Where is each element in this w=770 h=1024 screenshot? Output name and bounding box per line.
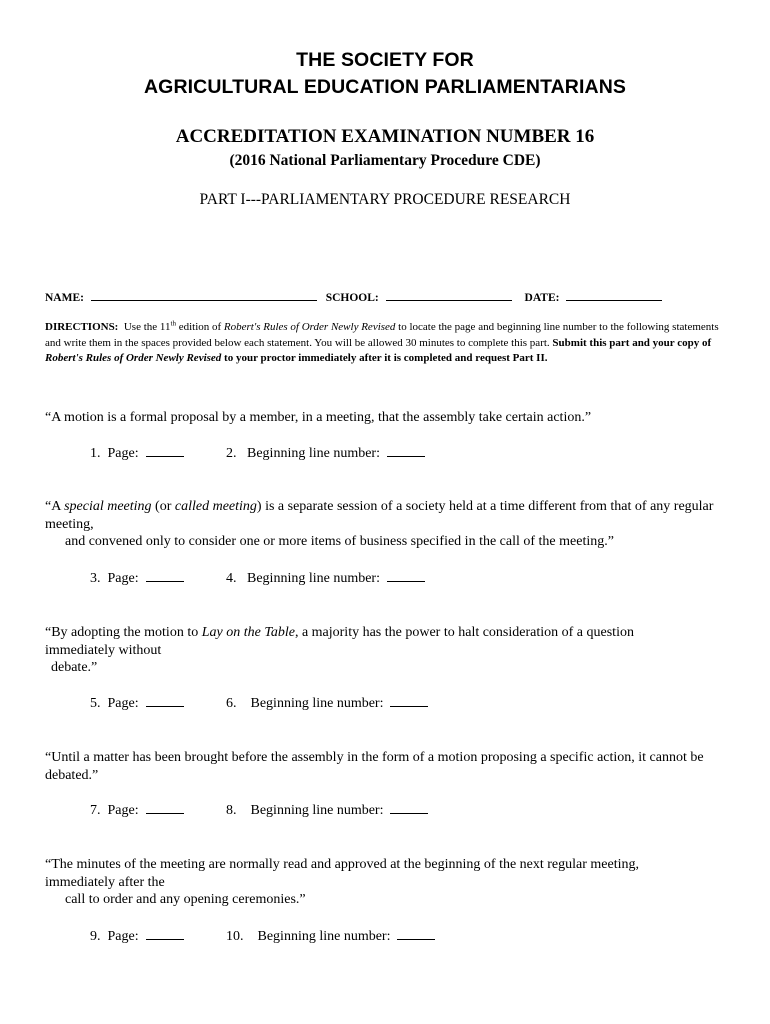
item-number: 6.	[226, 696, 237, 711]
page-label: Page:	[107, 929, 139, 944]
item-number: 1.	[90, 446, 101, 461]
answer-row-4	[226, 570, 425, 587]
quote-part: “By adopting the motion to	[45, 625, 202, 640]
statement-1: “A motion is a formal proposal by a member, in a meeting, that the assembly take certain action.”	[45, 410, 592, 425]
quote-italic: Lay on the Table	[201, 625, 295, 640]
organization-name-line1: THE SOCIETY FOR	[296, 49, 474, 71]
answer-row-7	[90, 802, 184, 819]
item-number: 3.	[90, 571, 101, 586]
statement-5	[45, 856, 711, 909]
answer-row-5	[90, 695, 184, 712]
line-blank[interactable]	[397, 928, 435, 940]
answer-row-3	[90, 570, 184, 587]
quote-part: “The minutes of the meeting are normally read and approved at the beginning of the next regular meeting, immediately after the	[45, 857, 640, 890]
book-title: Robert's Rules of Order Newly Revised	[223, 321, 396, 333]
student-info-fields	[45, 290, 666, 304]
page-blank[interactable]	[146, 928, 184, 940]
name-field[interactable]	[91, 290, 317, 301]
page-blank[interactable]	[146, 695, 184, 707]
line-label: Beginning line number:	[247, 446, 380, 461]
page-label: Page:	[107, 803, 139, 818]
line-blank[interactable]	[387, 445, 425, 457]
quote-italic: called meeting	[174, 499, 257, 514]
line-label: Beginning line number:	[250, 696, 384, 711]
answer-row-1	[90, 445, 184, 462]
item-number: 7.	[90, 803, 101, 818]
quote-part: , a majority has the power to halt consideration of a question immediately without	[45, 625, 634, 658]
page-label: Page:	[107, 446, 139, 461]
directions-part: to locate the page and beginning line number to the following statements and write them in the spaces provided below each statement. You will be allowed 30 minutes to complete this part.	[45, 321, 719, 349]
quote-italic: special meeting	[64, 499, 152, 514]
name-label: NAME:	[45, 292, 84, 304]
exam-subtitle: (2016 National Parliamentary Procedure CDE)	[229, 152, 541, 169]
exam-title: ACCREDITATION EXAMINATION NUMBER 16	[175, 126, 595, 147]
line-label: Beginning line number:	[257, 929, 391, 944]
page-blank[interactable]	[146, 570, 184, 582]
page-label: Page:	[107, 571, 139, 586]
answer-row-9	[90, 928, 184, 945]
item-number: 4.	[226, 571, 237, 586]
date-field[interactable]	[566, 290, 662, 301]
directions-bold: Submit this part and your copy of	[552, 336, 712, 349]
answer-row-6	[226, 695, 428, 712]
part-title: PART I---PARLIAMENTARY PROCEDURE RESEARCH	[199, 191, 571, 208]
quote-part: ) is a separate session of a society held at a time different from that of any regular meeting,	[45, 499, 714, 532]
directions-text	[45, 320, 721, 367]
quote-part: “A	[45, 499, 65, 514]
quote-part: (or	[151, 499, 175, 514]
quote-continuation: call to order and any opening ceremonies.”	[65, 892, 306, 907]
item-number: 2.	[226, 446, 237, 461]
item-number: 10.	[226, 929, 244, 944]
quote-continuation: and convened only to consider one or more items of business specified in the call of the meeting.”	[65, 534, 614, 549]
directions-part: edition of	[175, 321, 224, 333]
directions-superscript: th	[170, 319, 176, 328]
line-blank[interactable]	[390, 695, 428, 707]
page-blank[interactable]	[146, 445, 184, 457]
page-label: Page:	[107, 696, 139, 711]
directions-bold: to your proctor immediately after it is completed and request Part II.	[221, 352, 548, 364]
line-blank[interactable]	[387, 570, 425, 582]
statement-3	[45, 624, 705, 677]
page-blank[interactable]	[146, 802, 184, 814]
line-label: Beginning line number:	[250, 803, 384, 818]
school-label: SCHOOL:	[325, 292, 379, 304]
date-label: DATE:	[524, 292, 560, 304]
quote-continuation: debate.”	[51, 660, 98, 675]
line-blank[interactable]	[390, 802, 428, 814]
answer-row-10	[226, 928, 435, 945]
book-title-bold: Robert's Rules of Order Newly Revised	[45, 352, 222, 364]
school-field[interactable]	[386, 290, 512, 301]
answer-row-2	[226, 445, 425, 462]
line-label: Beginning line number:	[247, 571, 380, 586]
directions-label: DIRECTIONS:	[45, 321, 119, 333]
statement-2	[45, 498, 735, 551]
item-number: 5.	[90, 696, 101, 711]
item-number: 8.	[226, 803, 237, 818]
item-number: 9.	[90, 929, 101, 944]
statement-4: “Until a matter has been brought before the assembly in the form of a motion proposing a specific action, it cannot be debated.”	[45, 750, 704, 783]
answer-row-8	[226, 802, 428, 819]
organization-name-line2: AGRICULTURAL EDUCATION PARLIAMENTARIANS	[144, 76, 626, 98]
directions-part: Use the 11	[123, 321, 171, 333]
